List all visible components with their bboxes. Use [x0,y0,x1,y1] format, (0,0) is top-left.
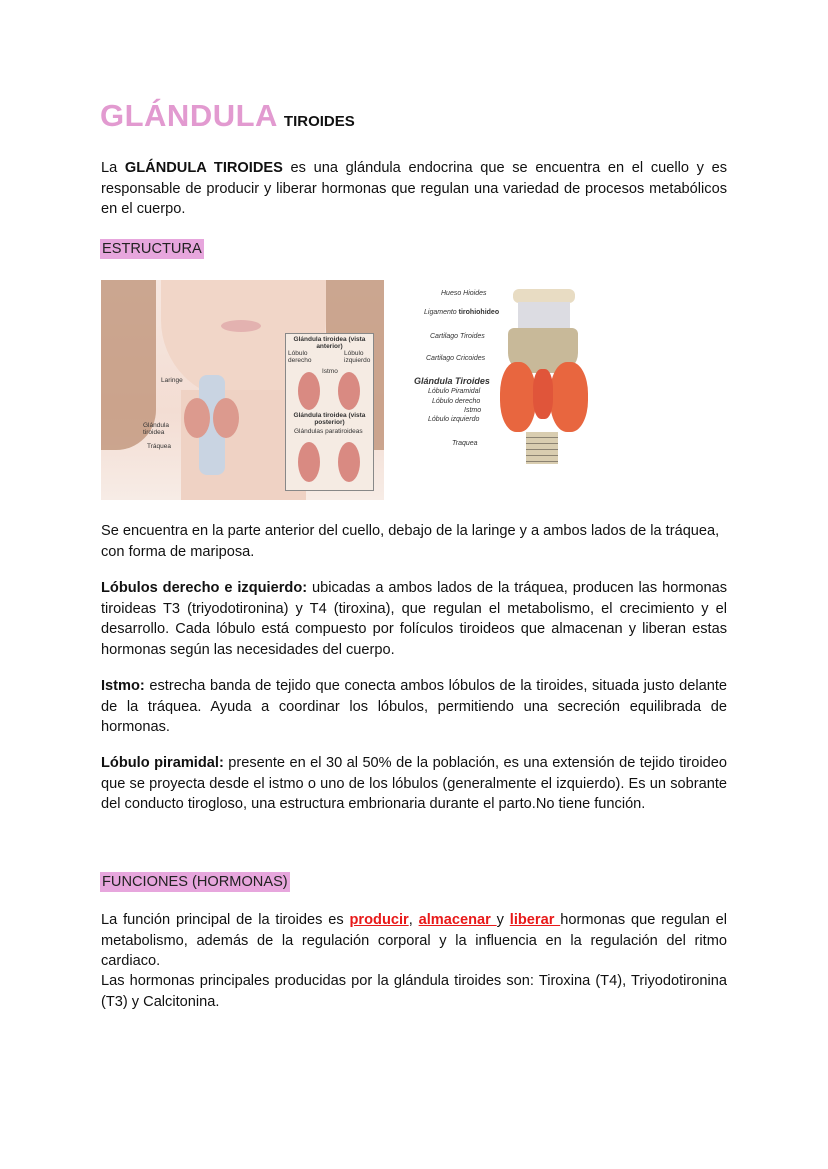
location-paragraph: Se encuentra en la parte anterior del cuello, debajo de la laringe y a ambos lados de la tráquea, con forma de mariposa. [101,523,720,560]
piramidal-paragraph: Lóbulo piramidal: presente en el 30 al 50% de la población, es una extensión de tejido tiroideo que se proyecta desde el istmo o uno de los lóbulos (generalmente el izquierdo). Es un sobrante del conducto tirogloso, una estructura embrionaria durante el parto.No tiene función. [101,755,727,812]
neck-anatomy-illustration: Laringe Glándula tiroidea Tráquea Glándula tiroidea (vista anterior) Lóbulo derecho Lóbulo izquierdo Istmo Glándula tiroidea (vista posterior) Glándulas paratiroideas [101,280,384,500]
section-heading-funciones: FUNCIONES (HORMONAS) [102,874,288,890]
section-heading-estructura: ESTRUCTURA [102,241,202,257]
intro-paragraph: La GLÁNDULA TIROIDES es una glándula endocrina que se encuentra en el cuello y es responsable de producir y liberar hormonas que regulan una variedad de procesos metabólicos en el cuerpo. [101,160,727,217]
hormones-paragraph: Las hormonas principales producidas por la glándula tiroides son: Tiroxina (T4), Triyodotironina (T3) y Calcitonina. [101,973,727,1010]
function-paragraph: La función principal de la tiroides es producir, almacenar y liberar hormonas que regulan el metabolismo, además de la regulación corporal y la influencia en la regulación del ritmo cardiaco. [101,912,728,969]
page-title: GLÁNDULA TIROIDES [100,98,355,133]
thyroid-anatomy-illustration: Hueso Hioides Ligamento tirohiohideo Cartilago Tiroides Cartilago Cricoides Glándula Tiroides Lóbulo Piramidal Lóbulo derecho Istmo Lóbulo izquierdo Traquea [408,284,593,466]
lobulos-paragraph: Lóbulos derecho e izquierdo: ubicadas a ambos lados de la tráquea, producen las hormonas tiroideas T3 (triyodotironina) y T4 (tiroxina), que regulan el metabolismo, el crecimiento y el desarrollo. Cada lóbulo está compuesto por folículos tiroideos que almacenan y liberan estas hormonas según las necesidades del cuerpo. [101,580,727,658]
thyroid-inset: Glándula tiroidea (vista anterior) Lóbulo derecho Lóbulo izquierdo Istmo Glándula tiroidea (vista posterior) Glándulas paratiroideas [285,333,374,491]
istmo-paragraph: Istmo: estrecha banda de tejido que conecta ambos lóbulos de la tiroides, situada justo delante de la tráquea. Ayuda a coordinar los lóbulos, permitiendo una secreción equilibrada de hormonas. [101,678,727,735]
